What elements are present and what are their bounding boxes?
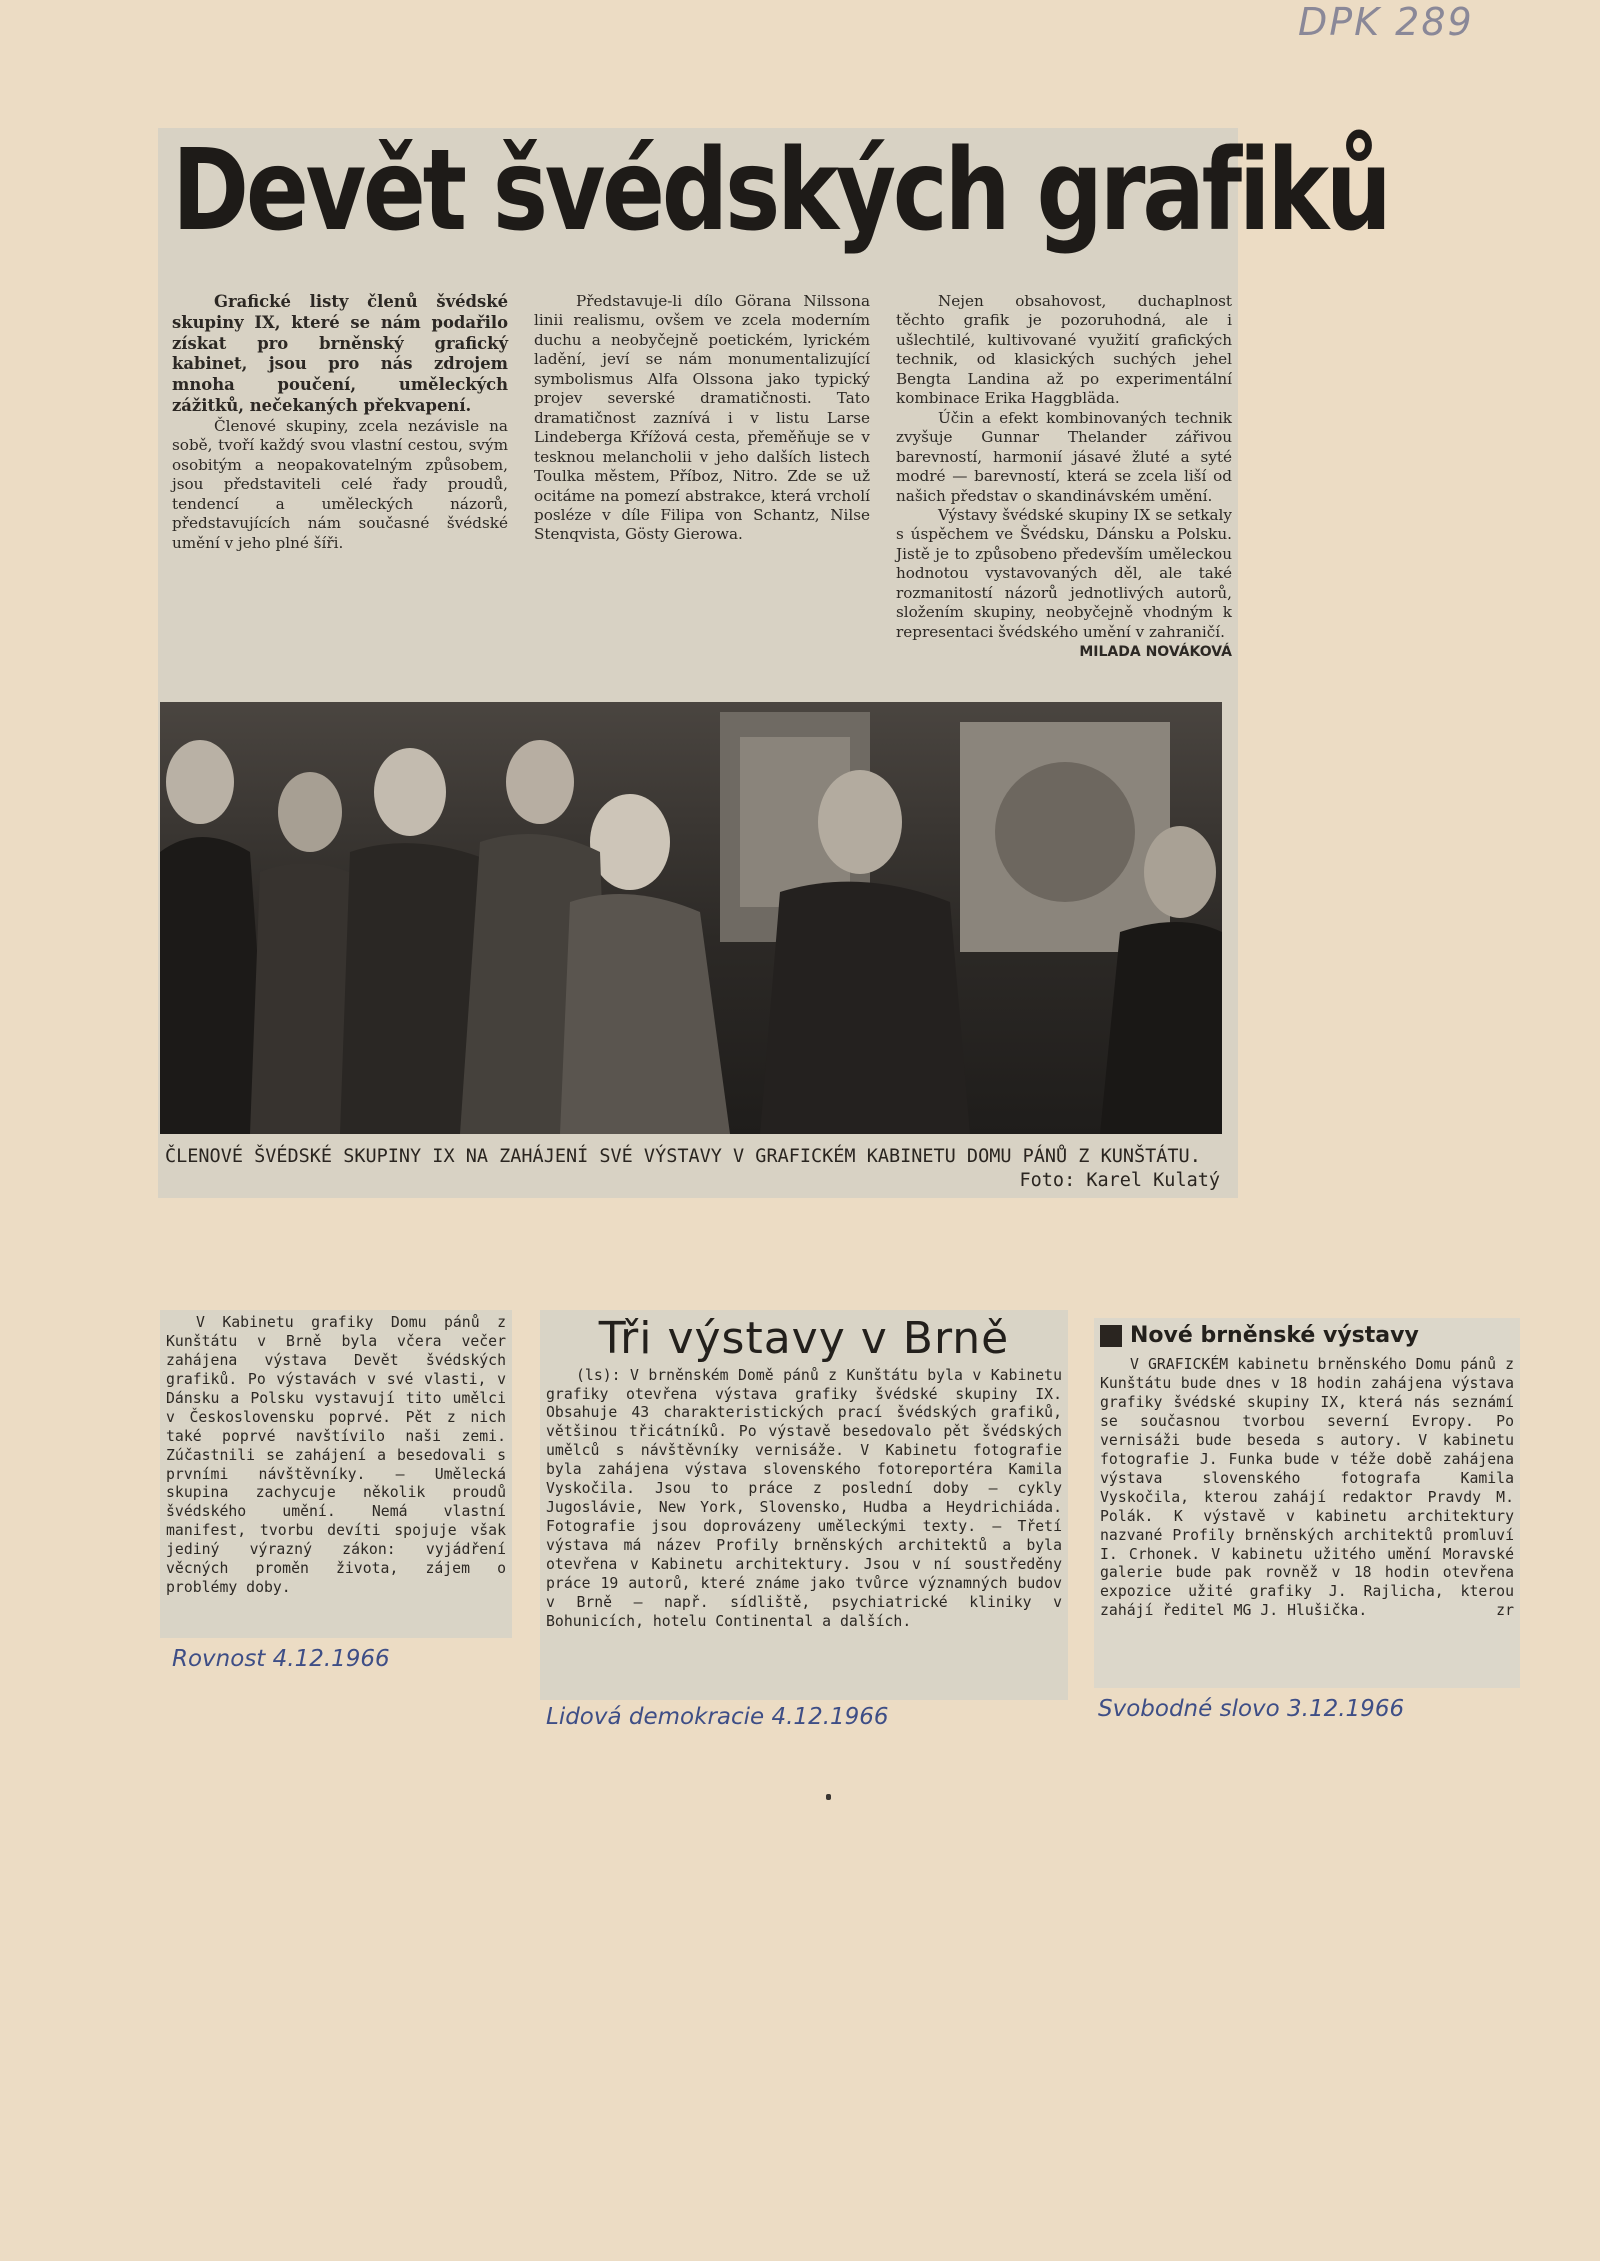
article-paragraph: Členové skupiny, zcela nezávisle na sobě, tvoří každý svou vlastní cestou, svým osobitým a neopakovatelným způsobem, jsou představiteli celé řady proudů, tendencí a uměleckých názorů, představujících nám současné švédské umění v jeho plné šíři. [172, 416, 508, 552]
person-head [1144, 826, 1216, 918]
clipping-text-body: V GRAFICKÉM kabinetu brněnského Domu pánů z Kunštátu bude dnes v 18 hodin zahájena výstava grafiky švédské skupiny IX, která nás seznámí se současnou tvorbou severní Evropy. Po vernisáži bude beseda s autory. V kabinetu fotografie J. Funka bude v téže době zahájena výstava slovenského fotografa Kamila Vyskočila, kterou zahájí redaktor Pravdy M. Polák. K výstavě v kabinetu architektury nazvané Profily brněnských architektů promluví I. Crhonek. V kabinetu užitého umění Moravské galerie bude pak rovněž v 18 hodin otevřena expozice užité grafiky J. Rajlicha, kterou zahájí ředitel MG J. Hlušička. [1100, 1356, 1514, 1620]
archive-mark: DPK 289 [1298, 0, 1474, 44]
clipping-text [1100, 1356, 1514, 1621]
clipping-lidova-demokracie [540, 1310, 1068, 1700]
clipping-title-text: Nové brněnské výstavy [1130, 1323, 1419, 1348]
square-bullet-icon [1100, 1325, 1122, 1347]
page-mark [826, 1794, 831, 1800]
person-body [760, 882, 970, 1134]
clipping-svobodne-slovo [1094, 1318, 1520, 1688]
clipping-text: V Kabinetu grafiky Domu pánů z Kunštátu v Brně byla včera večer zahájena výstava Devět švédských grafiků. Po výstavách v své vlasti, v Dánsku a Polsku vystavují tito umělci v Československu poprvé. Pět z nich také poprvé navštívilo naši zemi. Zúčastnili se zahájení a besedovali s prvními návštěvníky. — Umělecká skupina zachycuje několik proudů švédského umění. Nemá vlastní manifest, tvorbu devíti spojuje však jediný výrazný zákon: vyjádření věcných proměn života, zájem o problémy doby. [166, 1314, 506, 1597]
article-byline: MILADA NOVÁKOVÁ [1079, 644, 1232, 661]
person-head [590, 794, 670, 890]
person-body [560, 894, 730, 1134]
article-lead: Grafické listy členů švédské skupiny IX, které se nám podařilo získat pro brněnský grafický kabinet, jsou pro nás zdrojem mnoha poučení, uměleckých zážitků, nečekaných překvapení. [172, 292, 508, 416]
person-head [166, 740, 234, 824]
main-headline: Devět švédských grafiků [172, 126, 1389, 256]
person-body [1100, 922, 1222, 1134]
article-column-2 [534, 292, 870, 684]
source-note-svobodne-slovo: Svobodné slovo 3.12.1966 [1098, 1696, 1405, 1722]
article-paragraph: Účin a efekt kombinovaných technik zvyšuje Gunnar Thelander zářivou barevností, harmonií jásavé žluté a syté modré — barevností, která se zcela liší od našich představ o skandinávském umění. [896, 408, 1232, 505]
clipping-title [1100, 1322, 1514, 1350]
article-column-3 [896, 292, 1232, 684]
person-head [374, 748, 446, 836]
photo-caption [165, 1145, 1220, 1191]
source-note-rovnost: Rovnost 4.12.1966 [172, 1646, 390, 1672]
article-paragraph: Představuje-li dílo Görana Nilssona linii realismu, ovšem ve zcela moderním duchu a neobyčejně poetickém, lyrickém ladění, jeví se nám monumentalizující symbolismus Alfa Olssona jako typický projev severské dramatičnosti. Tato dramatičnost zaznívá i v listu Larse Lindeberga Křížová cesta, přeměňuje se v tesknou melancholii v jeho dalších listech Toulka městem, Příboz, Nitro. Zde se už ocitáme na pomezí abstrakce, která vrcholí posléze v díle Filipa von Schantz, Nilse Stenqvista, Gösty Gierowa. [534, 292, 870, 544]
print-circle-motif [995, 762, 1135, 902]
clipping-signature: zr [1496, 1602, 1514, 1620]
article-paragraph: Nejen obsahovost, duchaplnost těchto grafik je pozoruhodná, ale i ušlechtilé, kultivované využití grafických technik, od klasických suchých jehel Bengta Landina až po experimentální kombinace Erika Haggbläda. [896, 292, 1232, 408]
photo-caption-text: ČLENOVÉ ŠVÉDSKÉ SKUPINY IX NA ZAHÁJENÍ SVÉ VÝSTAVY V GRAFICKÉM KABINETU DOMU PÁNŮ Z KUNŠTÁTU. [165, 1146, 1201, 1167]
photo-credit: Foto: Karel Kulatý [1019, 1170, 1220, 1191]
clipping-rovnost [160, 1310, 512, 1638]
person-head [278, 772, 342, 852]
person-head [818, 770, 902, 874]
person-head [506, 740, 574, 824]
article-paragraph: Výstavy švédské skupiny IX se setkaly s úspěchem ve Švédsku, Dánsku a Polsku. Jistě je to způsobeno především uměleckou hodnotou vystavovaných děl, ale také rozmanitostí názorů jednotlivých autorů, složením skupiny, neobyčejně vhodným k representaci švédského umění v zahraničí. [896, 505, 1232, 641]
main-article-body [172, 292, 1232, 684]
source-note-lidova-demokracie: Lidová demokracie 4.12.1966 [546, 1704, 889, 1730]
clipping-text: (ls): V brněnském Domě pánů z Kunštátu byla v Kabinetu grafiky otevřena výstava grafiky švédské skupiny IX. Obsahuje 43 charakteristických prací švédských grafiků, většinou třicátníků. Po výstavě besedovalo pět švédských umělců s návštěvníky vernisáže. V Kabinetu fotografie byla zahájena výstava slovenského fotoreportéra Kamila Vyskočila. Jsou to práce z poslední doby — cykly Jugoslávie, New York, Slovensko, Hudba a Heydrichiáda. Fotografie jsou doprovázeny uměleckými texty. — Třetí výstava má název Profily brněnských architektů a byla otevřena v Kabinetu architektury. Jsou v ní soustředěny práce 19 autorů, které známe jako tvůrce významných budov v Brně — např. sídliště, psychiatrické kliniky v Bohunicích, hotelu Continental a dalších. [546, 1366, 1062, 1630]
clipping-title: Tři výstavy v Brně [598, 1313, 1010, 1364]
article-column-1 [172, 292, 508, 684]
exhibition-photo [160, 702, 1222, 1134]
exhibition-photo-image [160, 702, 1222, 1134]
